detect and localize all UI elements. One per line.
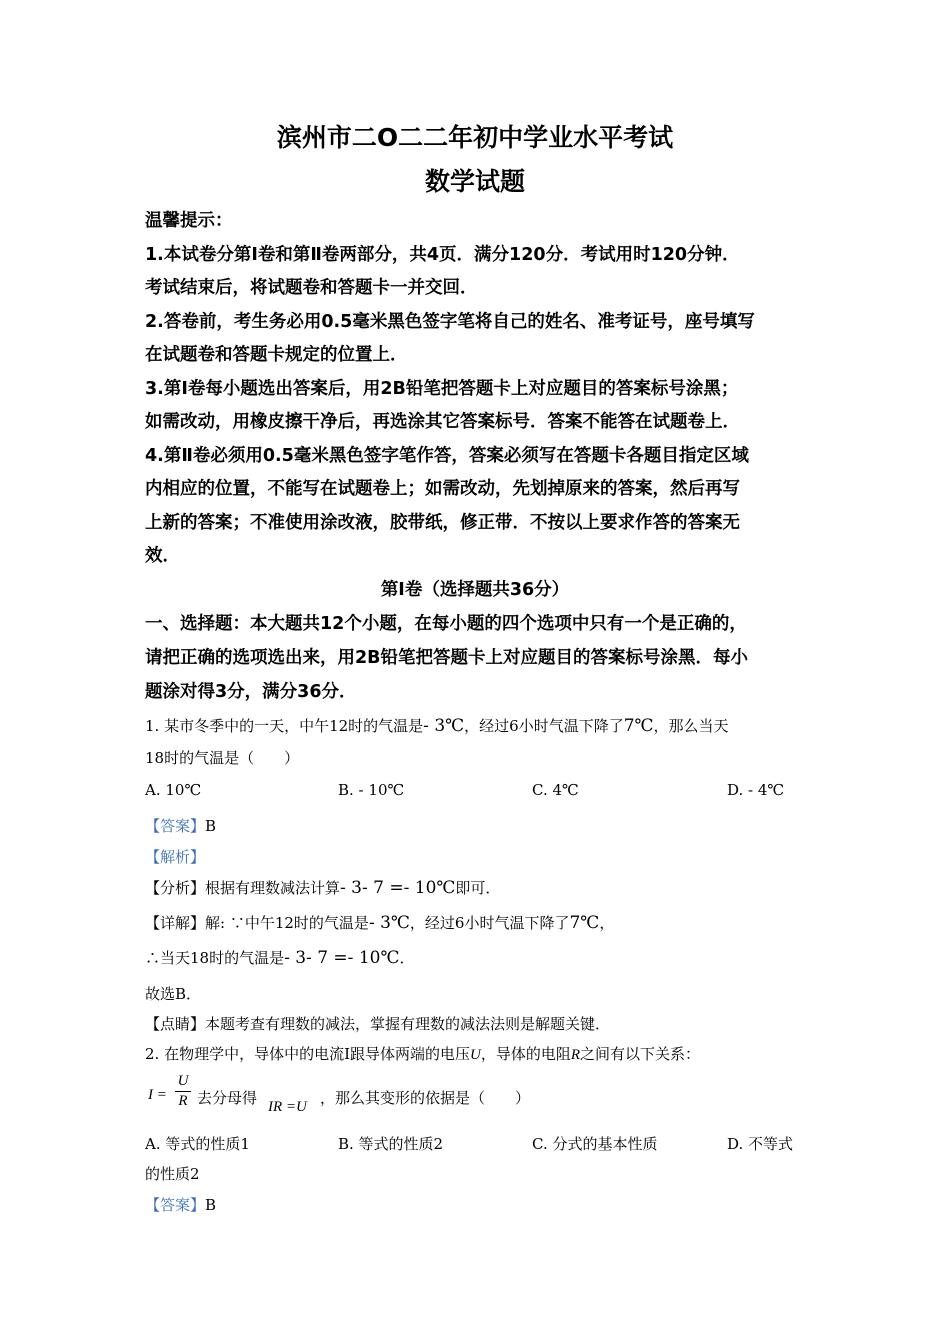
q1-temp-2: 7℃ xyxy=(623,716,654,736)
q1-xiangjie xyxy=(145,912,614,933)
q2-fraction-numerator: U xyxy=(177,1073,189,1089)
tips-line-6: 如需改动，用橡皮擦干净后，再选涂其它答案标号．答案不能答在试题卷上． xyxy=(145,412,740,432)
q2-option-c: C. 分式的基本性质 xyxy=(532,1135,658,1153)
tips-heading: 温馨提示： xyxy=(145,211,233,231)
fraction-bar xyxy=(175,1091,191,1092)
q1-stem-a: 1. 某市冬季中的一天，中午12时的气温是 xyxy=(145,717,424,735)
q1-option-b: B. - 10℃ xyxy=(338,781,405,799)
q1-stem-b: ，经过6小时气温下降了 xyxy=(464,717,624,735)
q1-stem-c: ，那么当天 xyxy=(653,717,729,735)
q1-option-a: A. 10℃ xyxy=(145,781,202,799)
therefore-math: - 3- 7 =- 10℃ xyxy=(284,948,400,968)
q2-stem-c: 之间有以下关系： xyxy=(580,1045,701,1063)
fenxi-tag: 【分析】 xyxy=(145,879,206,897)
q2-fraction-denominator: R xyxy=(178,1093,188,1109)
q1-option-c: C. 4℃ xyxy=(532,781,579,799)
tips-line-5: 3.第Ⅰ卷每小题选出答案后，用2B铅笔把答题卡上对应题目的答案标号涂黑； xyxy=(145,379,739,399)
answer-tag: 【答案】 xyxy=(145,817,206,835)
q1-fenxi xyxy=(145,877,500,898)
tips-line-7: 4.第Ⅱ卷必须用0.5毫米黑色签字笔作答，答案必须写在答题卡各题目指定区域 xyxy=(145,446,749,466)
dianjing-tag: 【点睛】 xyxy=(145,1015,206,1033)
tips-line-8: 内相应的位置，不能写在试题卷上；如需改动，先划掉原来的答案，然后再写 xyxy=(145,479,740,499)
q2-var-u: U xyxy=(470,1047,481,1063)
tips-line-10: 效． xyxy=(145,546,180,566)
q2-option-b: B. 等式的性质2 xyxy=(338,1135,444,1153)
tips-line-4: 在试题卷和答题卡规定的位置上． xyxy=(145,345,408,365)
fenxi-text: 根据有理数减法计算 xyxy=(205,879,341,897)
q2-var-r: R xyxy=(570,1047,581,1063)
q2-fraction xyxy=(175,1073,191,1110)
answer-tag: 【答案】 xyxy=(145,1196,206,1214)
q1-stem-line-1 xyxy=(145,715,729,736)
q1-analysis-tag: 【解析】 xyxy=(145,848,206,866)
tips-line-3: 2.答卷前，考生务必用0.5毫米黑色签字笔将自己的姓名、准考证号，座号填写 xyxy=(145,312,755,332)
answer-value: B xyxy=(205,1196,217,1214)
section-instructions-3: 题涂对得3分，满分36分． xyxy=(145,682,357,702)
q1-temp-1: - 3℃ xyxy=(423,716,465,736)
tips-line-1: 1.本试卷分第Ⅰ卷和第Ⅱ卷两部分，共4页．满分120分．考试用时120分钟． xyxy=(145,245,740,265)
exam-title: 滨州市二O二二年初中学业水平考试 xyxy=(276,123,674,152)
q2-stem-a: 2. 在物理学中，导体中的电流Ⅰ跟导体两端的电压 xyxy=(145,1045,471,1063)
answer-value: B xyxy=(205,817,217,835)
fenxi-end: 即可． xyxy=(455,879,501,897)
xiangjie-c: ， xyxy=(599,914,615,932)
xiangjie-temp-2: 7℃ xyxy=(569,913,600,933)
therefore-end: ． xyxy=(399,949,415,967)
fenxi-math: - 3- 7 =- 10℃ xyxy=(340,878,456,898)
q1-answer xyxy=(145,815,216,836)
therefore-text: ∴当天18时的气温是 xyxy=(145,949,285,967)
xiangjie-tag: 【详解】 xyxy=(145,914,206,932)
q2-stem-line-1 xyxy=(145,1043,700,1064)
q2-eq-left: I = xyxy=(148,1087,167,1103)
xiangjie-temp-1: - 3℃ xyxy=(368,913,410,933)
exam-subtitle: 数学试题 xyxy=(424,167,525,196)
q2-stem-end: ，那么其变形的依据是（ ） xyxy=(320,1089,531,1107)
q1-choose: 故选B． xyxy=(145,985,202,1003)
tips-line-2: 考试结束后，将试题卷和答题卡一并交回． xyxy=(145,278,478,298)
q1-stem-line-2: 18时的气温是（ ） xyxy=(145,749,300,767)
section-instructions-2: 请把正确的选项选出来，用2B铅笔把答题卡上对应题目的答案标号涂黑．每小 xyxy=(145,648,749,668)
q2-option-d: D. 不等式 xyxy=(727,1135,794,1153)
q2-eq2: IR =U xyxy=(268,1099,307,1115)
q2-option-d-cont: 的性质2 xyxy=(145,1165,200,1183)
q1-therefore xyxy=(145,947,414,968)
q1-dianjing xyxy=(145,1013,610,1034)
section-instructions-1: 一、选择题：本大题共12个小题，在每小题的四个选项中只有一个是正确的， xyxy=(145,614,747,634)
q2-mid-text: 去分母得 xyxy=(197,1089,258,1107)
q2-answer xyxy=(145,1194,216,1215)
xiangjie-text: 解: ∵中午12时的气温是 xyxy=(205,914,369,932)
q2-option-a: A. 等式的性质1 xyxy=(145,1135,250,1153)
dianjing-text: 本题考查有理数的减法，掌握有理数的减法法则是解题关键． xyxy=(205,1015,611,1033)
q2-stem-b: ，导体的电阻 xyxy=(480,1045,571,1063)
section-title: 第Ⅰ卷（选择题共36分） xyxy=(380,580,570,600)
tips-line-9: 上新的答案；不准使用涂改液，胶带纸，修正带．不按以上要求作答的答案无 xyxy=(145,513,740,533)
xiangjie-b: ，经过6小时气温下降了 xyxy=(409,914,570,932)
q1-option-d: D. - 4℃ xyxy=(727,781,785,799)
